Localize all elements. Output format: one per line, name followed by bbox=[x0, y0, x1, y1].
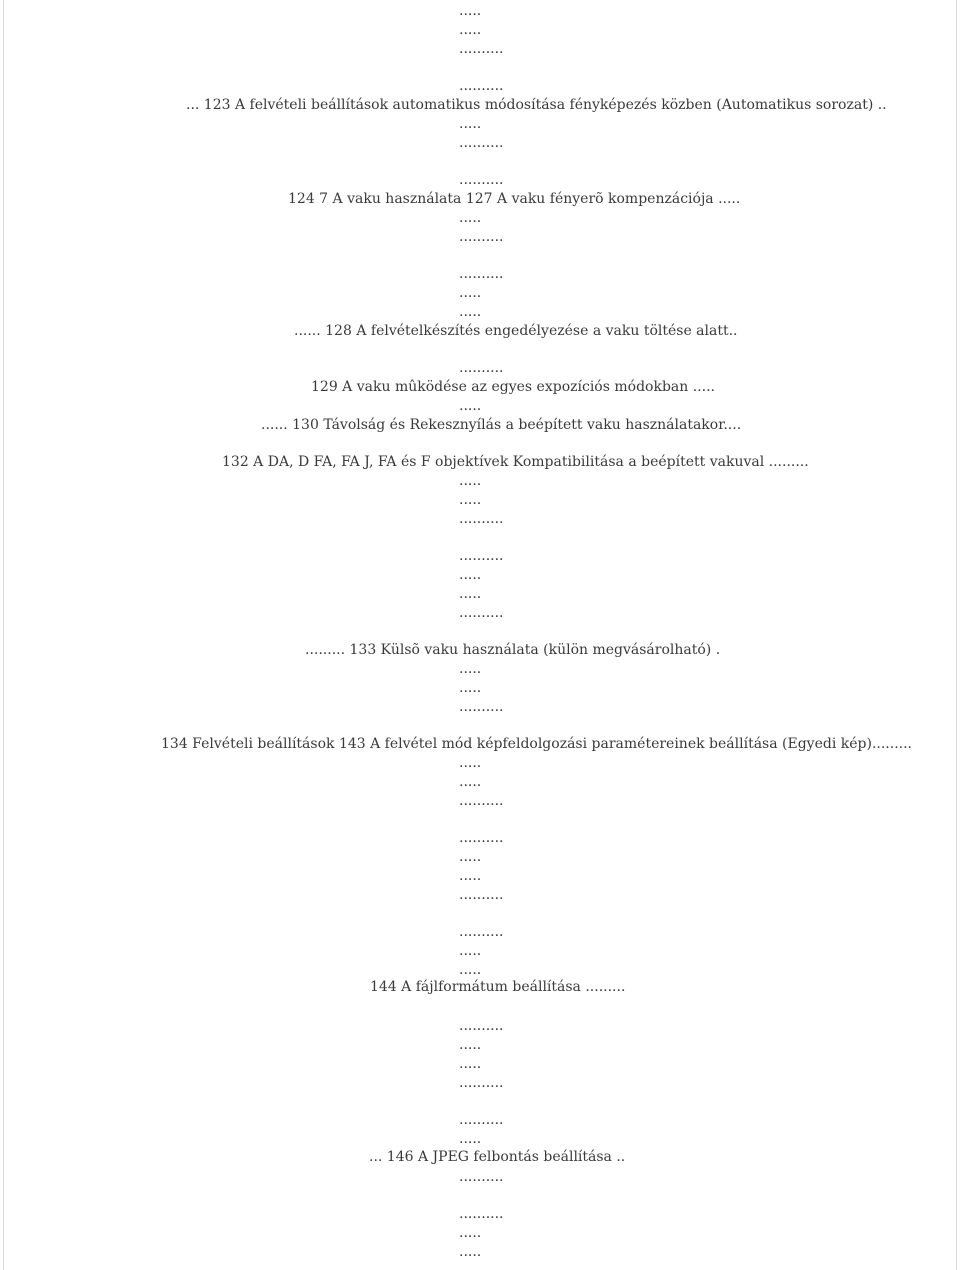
toc-line: ..... bbox=[459, 849, 482, 865]
toc-line: .......... bbox=[459, 41, 504, 57]
toc-line: ..... bbox=[459, 680, 482, 696]
toc-entry: ......... 133 Külsõ vaku használata (külön megvásárolható) . bbox=[305, 642, 721, 658]
toc-line: .......... bbox=[459, 1112, 504, 1128]
toc-line: ..... bbox=[459, 210, 482, 226]
toc-line: .......... bbox=[459, 135, 504, 151]
toc-entry: 134 Felvételi beállítások 143 A felvétel mód képfeldolgozási paramétereinek beállítása (Egyedi kép)......... bbox=[161, 736, 912, 752]
toc-line: .......... bbox=[459, 548, 504, 564]
toc-entry: ...... 130 Távolság és Rekesznyílás a beépített vaku használatakor.... bbox=[261, 417, 742, 433]
toc-line: ..... bbox=[459, 1037, 482, 1053]
toc-entry: 132 A DA, D FA, FA J, FA és F objektívek Kompatibilitása a beépített vakuval ......... bbox=[222, 454, 809, 470]
toc-line: ..... bbox=[459, 1244, 482, 1260]
toc-line: .......... bbox=[459, 605, 504, 621]
toc-entry: 144 A fájlformátum beállítása ......... bbox=[370, 979, 626, 995]
toc-line: ..... bbox=[459, 473, 482, 489]
toc-line: ..... bbox=[459, 943, 482, 959]
toc-line: .......... bbox=[459, 1018, 504, 1034]
toc-line: ..... bbox=[459, 567, 482, 583]
toc-entry: ... 146 A JPEG felbontás beállítása .. bbox=[369, 1149, 626, 1165]
toc-line: ..... bbox=[459, 304, 482, 320]
toc-line: .......... bbox=[459, 830, 504, 846]
toc-line: .......... bbox=[459, 78, 504, 94]
toc-entry: 129 A vaku mûködése az egyes expozíciós módokban ..... bbox=[311, 379, 715, 395]
toc-line: .......... bbox=[459, 511, 504, 527]
toc-line: ..... bbox=[459, 962, 482, 978]
toc-entry: ... 123 A felvételi beállítások automatikus módosítása fényképezés közben (Automatikus sorozat) .. bbox=[186, 97, 887, 113]
toc-line: ..... bbox=[459, 1131, 482, 1147]
toc-line: ..... bbox=[459, 1225, 482, 1241]
toc-line: ..... bbox=[459, 661, 482, 677]
toc-line: ..... bbox=[459, 22, 482, 38]
toc-entry: ...... 128 A felvételkészítés engedélyezése a vaku töltése alatt.. bbox=[294, 323, 738, 339]
toc-line: .......... bbox=[459, 699, 504, 715]
toc-line: ..... bbox=[459, 774, 482, 790]
toc-entry: 124 7 A vaku használata 127 A vaku fényerõ kompenzációja ..... bbox=[288, 191, 741, 207]
toc-line: ..... bbox=[459, 285, 482, 301]
toc-line: ..... bbox=[459, 755, 482, 771]
toc-line: ..... bbox=[459, 116, 482, 132]
toc-line: ..... bbox=[459, 492, 482, 508]
toc-line: .......... bbox=[459, 793, 504, 809]
toc-line: .......... bbox=[459, 360, 504, 376]
toc-line: ..... bbox=[459, 1056, 482, 1072]
toc-line: .......... bbox=[459, 924, 504, 940]
toc-line: ..... bbox=[459, 586, 482, 602]
toc-line: .......... bbox=[459, 887, 504, 903]
toc-line: .......... bbox=[459, 266, 504, 282]
toc-line: .......... bbox=[459, 1169, 504, 1185]
toc-line: ..... bbox=[459, 3, 482, 19]
toc-line: .......... bbox=[459, 1206, 504, 1222]
toc-line: .......... bbox=[459, 1075, 504, 1091]
toc-line: .......... bbox=[459, 229, 504, 245]
toc-line: ..... bbox=[459, 868, 482, 884]
toc-line: ..... bbox=[459, 398, 482, 414]
toc-line: .......... bbox=[459, 172, 504, 188]
